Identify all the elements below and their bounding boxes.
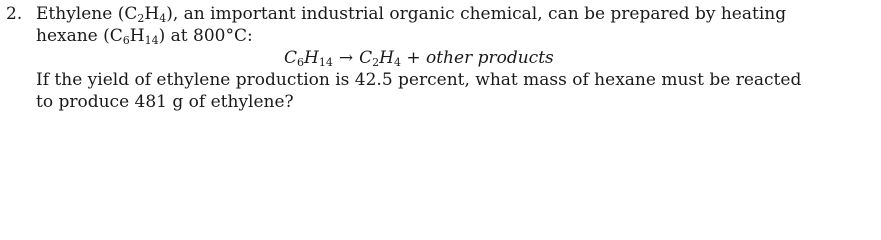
- eq-product-c: C: [359, 48, 373, 68]
- line2-mid: H: [129, 26, 145, 46]
- eq-product-c-sub: 2: [372, 56, 380, 69]
- eq-product-h: H: [379, 48, 394, 68]
- problem-line-1: [36, 3, 786, 25]
- line2-sub1: 6: [122, 34, 130, 47]
- reaction-arrow-icon: →: [338, 48, 354, 68]
- line2-suffix: ) at 800°C:: [158, 26, 253, 46]
- line1-mid: H: [144, 4, 160, 24]
- eq-product-h-sub: 4: [393, 56, 401, 69]
- line1-sub1: 2: [137, 12, 145, 25]
- problem-line-3: If the yield of ethylene production is 42.5 percent, what mass of hexane must be reacted: [36, 70, 802, 90]
- eq-reactant-c-sub: 6: [297, 56, 305, 69]
- line2-sub2: 14: [144, 34, 159, 47]
- eq-tail: [401, 48, 554, 68]
- problem-number: 2.: [6, 4, 23, 24]
- eq-reactant-h: H: [304, 48, 319, 68]
- line1-prefix: Ethylene (C: [36, 4, 138, 24]
- reaction-equation: [284, 47, 554, 69]
- line1-suffix: ), an important industrial organic chemical, can be prepared by heating: [166, 4, 787, 24]
- eq-reactant-c: C: [284, 48, 298, 68]
- eq-tail-text: + other products: [406, 48, 554, 68]
- line1-sub2: 4: [159, 12, 167, 25]
- problem-page: [0, 0, 881, 114]
- eq-reactant-h-sub: 14: [318, 56, 333, 69]
- problem-line-4: to produce 481 g of ethylene?: [36, 92, 294, 112]
- line2-prefix: hexane (C: [36, 26, 123, 46]
- problem-line-2: [36, 25, 253, 47]
